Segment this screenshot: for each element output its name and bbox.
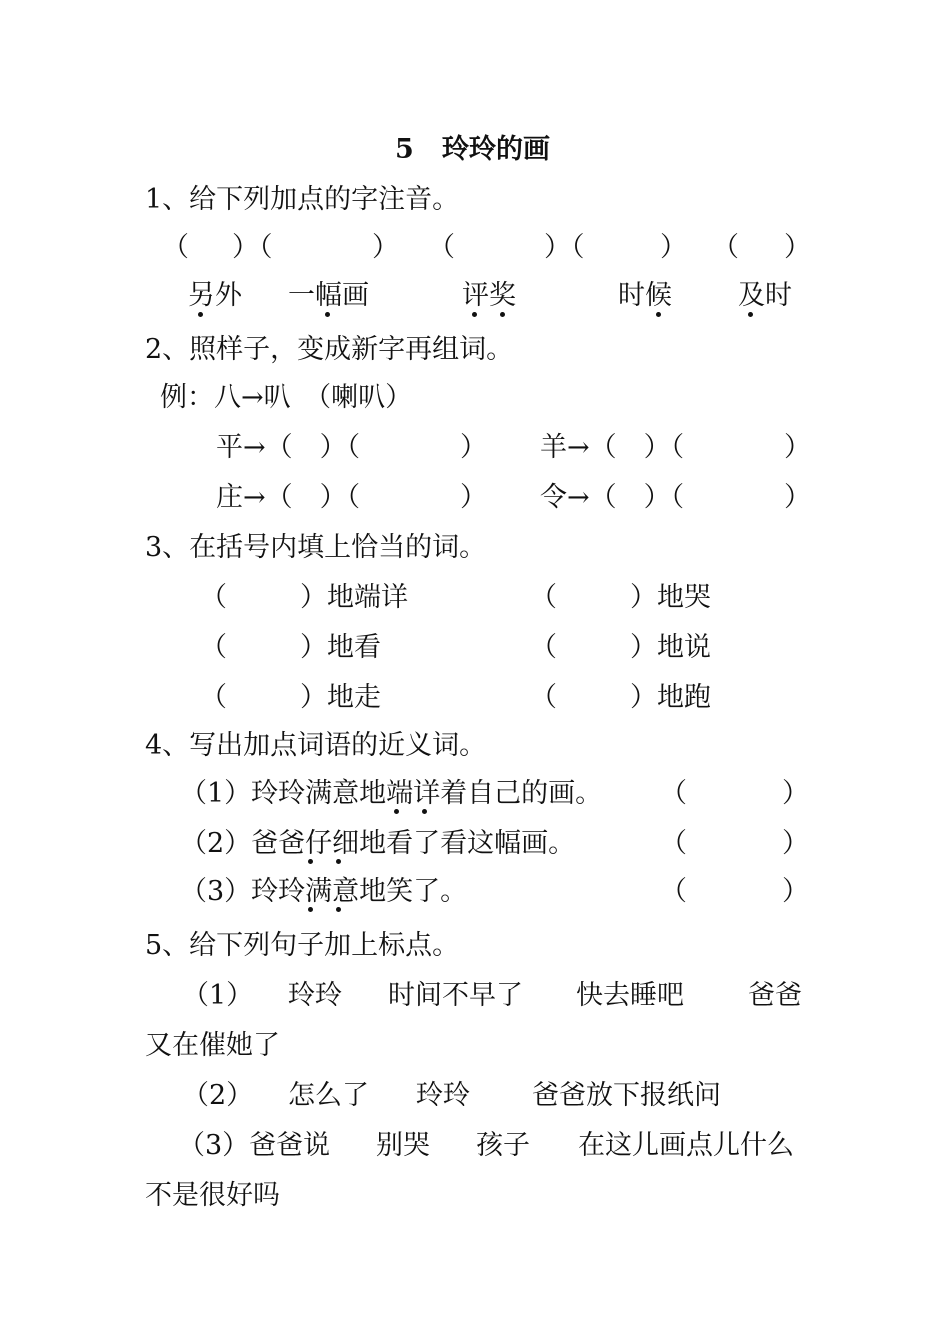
page-title: 5 玲玲的画 bbox=[395, 134, 550, 165]
q3-item: ）地端详 bbox=[300, 582, 408, 613]
q1-word: 时候 bbox=[618, 280, 672, 311]
q5-fragment: 在这儿画点儿什么 bbox=[578, 1130, 794, 1161]
emphasis-dot bbox=[500, 312, 505, 317]
bracket: （ bbox=[530, 582, 557, 613]
q3-item: ）地走 bbox=[300, 682, 381, 713]
q5-fragment: 爸爸放下报纸问 bbox=[532, 1080, 721, 1111]
bracket: （ bbox=[428, 232, 455, 263]
emphasis-dot bbox=[394, 809, 399, 814]
q5-fragment: 别哭 bbox=[376, 1130, 430, 1161]
emphasis-dot bbox=[325, 312, 330, 317]
bracket: （ bbox=[200, 582, 227, 613]
bracket: ） bbox=[784, 232, 811, 263]
bracket: ） bbox=[460, 482, 487, 513]
emphasis-dot bbox=[308, 907, 313, 912]
bracket: （ bbox=[200, 682, 227, 713]
q2-item: 羊→（ ）（ bbox=[540, 432, 685, 463]
q3-item: ）地看 bbox=[300, 632, 381, 663]
emphasis-dot bbox=[198, 312, 203, 317]
emphasis-dot bbox=[336, 859, 341, 864]
q5-fragment: 孩子 bbox=[476, 1130, 530, 1161]
emphasis-dot bbox=[308, 859, 313, 864]
bracket: ） bbox=[782, 778, 809, 809]
q5-fragment: 又在催她了 bbox=[145, 1030, 280, 1061]
q5-fragment: （1） bbox=[182, 980, 254, 1011]
question-5-heading: 5、给下列句子加上标点。 bbox=[145, 930, 460, 961]
question-4-heading: 4、写出加点词语的近义词。 bbox=[145, 730, 487, 761]
bracket: （ bbox=[530, 632, 557, 663]
bracket: （ bbox=[660, 828, 687, 859]
bracket: （ bbox=[200, 632, 227, 663]
q5-fragment: （2） bbox=[182, 1080, 254, 1111]
q5-fragment: 时间不早了 bbox=[388, 980, 523, 1011]
bracket: ） bbox=[782, 876, 809, 907]
q1-word: 另外 bbox=[188, 280, 242, 311]
bracket: （ bbox=[530, 682, 557, 713]
emphasis-dot bbox=[748, 312, 753, 317]
bracket: ） bbox=[784, 432, 811, 463]
bracket: ） bbox=[782, 828, 809, 859]
q2-example: 例：八→叭 （喇叭） bbox=[160, 382, 413, 413]
q5-fragment: 怎么了 bbox=[288, 1080, 369, 1111]
emphasis-dot bbox=[656, 312, 661, 317]
q4-sentence: （3）玲玲满意地笑了。 bbox=[180, 876, 468, 907]
question-3-heading: 3、在括号内填上恰当的词。 bbox=[145, 532, 487, 563]
q1-word: 评奖 bbox=[462, 280, 516, 311]
q4-sentence: （1）玲玲满意地端详着自己的画。 bbox=[180, 778, 603, 809]
q5-fragment: 快去睡吧 bbox=[576, 980, 684, 1011]
question-1-heading: 1、给下列加点的字注音。 bbox=[145, 184, 460, 215]
q2-item: 庄→（ ）（ bbox=[216, 482, 361, 513]
emphasis-dot bbox=[422, 809, 427, 814]
bracket: ）（ bbox=[544, 232, 585, 263]
q2-item: 平→（ ）（ bbox=[216, 432, 361, 463]
q1-word: 一幅画 bbox=[288, 280, 369, 311]
q5-fragment: 玲玲 bbox=[288, 980, 342, 1011]
emphasis-dot bbox=[472, 312, 477, 317]
question-2-heading: 2、照样子，变成新字再组词。 bbox=[145, 334, 514, 365]
bracket: （ bbox=[712, 232, 739, 263]
bracket: ） bbox=[784, 482, 811, 513]
bracket: ）（ bbox=[232, 232, 273, 263]
q2-item: 令→（ ）（ bbox=[540, 482, 685, 513]
q5-fragment: 不是很好吗 bbox=[145, 1180, 280, 1211]
emphasis-dot bbox=[336, 907, 341, 912]
bracket: ） bbox=[372, 232, 399, 263]
bracket: ） bbox=[660, 232, 687, 263]
q5-fragment: 玲玲 bbox=[416, 1080, 470, 1111]
bracket: （ bbox=[660, 876, 687, 907]
bracket: ） bbox=[460, 432, 487, 463]
q4-sentence: （2）爸爸仔细地看了看这幅画。 bbox=[180, 828, 576, 859]
q5-fragment: 爸爸 bbox=[748, 980, 802, 1011]
q3-item: ）地哭 bbox=[630, 582, 711, 613]
q1-word: 及时 bbox=[738, 280, 792, 311]
bracket: （ bbox=[162, 232, 189, 263]
q3-item: ）地说 bbox=[630, 632, 711, 663]
bracket: （ bbox=[660, 778, 687, 809]
q3-item: ）地跑 bbox=[630, 682, 711, 713]
q5-fragment: （3）爸爸说 bbox=[178, 1130, 331, 1161]
